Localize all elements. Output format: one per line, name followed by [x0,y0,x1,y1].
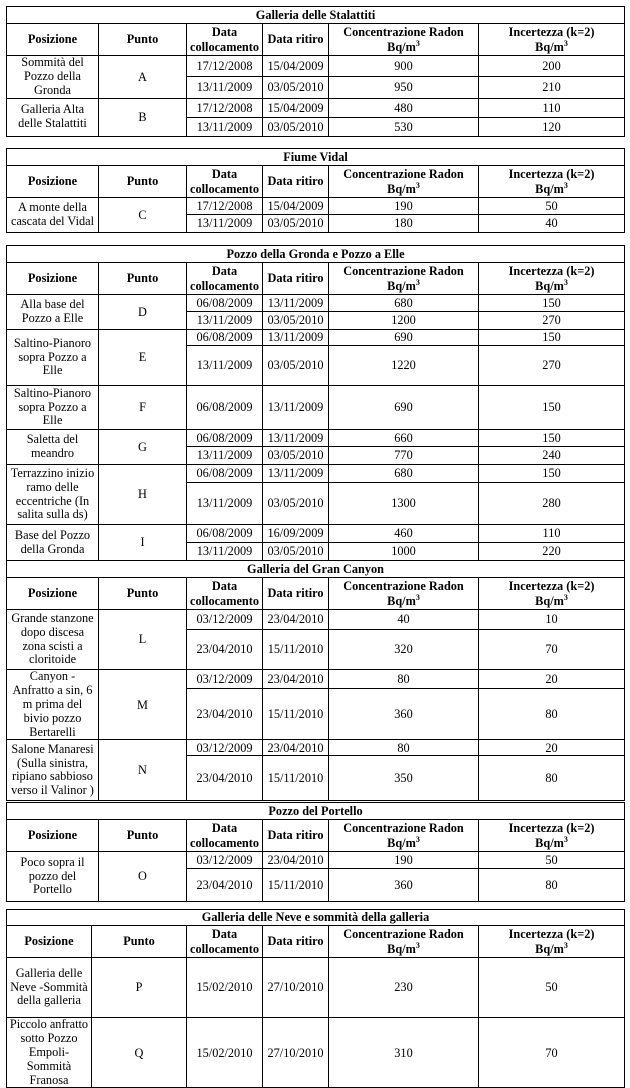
cell-concentrazione: 460 [329,525,479,543]
cell-data-ritiro: 27/10/2010 [263,958,329,1018]
section-title-row [7,803,625,820]
cell-incertezza: 120 [479,117,625,136]
cell-punto: F [99,386,187,430]
cell-concentrazione: 360 [329,689,479,740]
unit-base: Bq/m [387,941,416,956]
header-incertezza [479,263,625,295]
header-incertezza [479,24,625,56]
cell-data-ritiro: 15/11/2010 [263,869,329,902]
header-data-collocamento: Data collocamento [187,166,263,198]
cell-data-ritiro: 15/04/2009 [263,98,329,117]
cell-data-ritiro: 15/11/2010 [263,689,329,740]
unit-exponent: 3 [415,834,420,844]
header-concentrazione-text: Concentrazione Radon [343,264,464,279]
header-data-collocamento: Data collocamento [187,926,263,958]
cell-concentrazione: 320 [329,630,479,670]
section-title: Galleria delle Neve e sommità della galleria [7,910,625,926]
cell-concentrazione: 40 [329,610,479,630]
cell-data-collocamento: 13/11/2009 [187,76,263,98]
section-title: Galleria del Gran Canyon [7,561,625,578]
unit-exponent: 3 [563,38,568,48]
cell-data-ritiro: 23/04/2010 [263,670,329,689]
cell-data-ritiro: 13/11/2009 [263,430,329,447]
cell-incertezza: 50 [479,852,625,869]
cell-incertezza: 270 [479,346,625,386]
cell-posizione: Sommità del Pozzo della Gronda [7,56,99,99]
header-data-collocamento: Data collocamento [187,820,263,852]
cell-punto: A [99,56,187,99]
table-row [7,958,625,1018]
column-header-row [7,263,625,295]
cell-incertezza: 150 [479,430,625,447]
unit-label [535,40,568,54]
cell-incertezza: 80 [479,689,625,740]
header-data-ritiro: Data ritiro [263,820,329,852]
cell-posizione: Poco sopra il pozzo del Portello [7,852,99,902]
table-row [7,740,625,756]
unit-label [387,942,420,956]
cell-incertezza: 70 [479,630,625,670]
table-row [7,198,625,215]
unit-base: Bq/m [535,278,564,293]
cell-punto: I [99,525,187,561]
cell-concentrazione: 680 [329,295,479,312]
cell-incertezza: 220 [479,543,625,561]
cell-posizione: Saletta del meandro [7,430,99,465]
cell-concentrazione: 1220 [329,346,479,386]
cell-data-ritiro: 16/09/2009 [263,525,329,543]
cell-incertezza: 110 [479,98,625,117]
cell-concentrazione: 180 [329,215,479,233]
header-concentrazione [329,166,479,198]
header-incertezza-text: Incertezza (k=2) [508,25,595,40]
cell-incertezza: 150 [479,465,625,483]
cell-data-ritiro: 13/11/2009 [263,295,329,312]
header-concentrazione-text: Concentrazione Radon [343,579,464,594]
unit-label [387,836,420,850]
cell-data-collocamento: 13/11/2009 [187,447,263,465]
cell-data-collocamento: 03/12/2009 [187,740,263,756]
cell-data-collocamento: 23/04/2010 [187,756,263,801]
cell-data-collocamento: 13/11/2009 [187,483,263,525]
column-header-row [7,578,625,610]
cell-data-collocamento: 15/02/2010 [187,958,263,1018]
header-concentrazione [329,820,479,852]
section-title: Fiume Vidal [7,149,625,166]
header-data-ritiro: Data ritiro [263,24,329,56]
cell-incertezza: 50 [479,958,625,1018]
unit-exponent: 3 [415,592,420,602]
cell-data-ritiro: 03/05/2010 [263,117,329,136]
cell-posizione: Alla base del Pozzo a Elle [7,295,99,330]
column-header-row [7,166,625,198]
cell-concentrazione: 350 [329,756,479,801]
unit-exponent: 3 [415,277,420,287]
cell-concentrazione: 680 [329,465,479,483]
cell-data-ritiro: 15/11/2010 [263,630,329,670]
section-title: Galleria delle Stalattiti [7,7,625,24]
cell-data-ritiro: 13/11/2009 [263,330,329,346]
unit-base: Bq/m [387,181,416,196]
header-incertezza-text: Incertezza (k=2) [508,167,595,182]
cell-data-ritiro: 03/05/2010 [263,346,329,386]
cell-incertezza: 40 [479,215,625,233]
section-title-row [7,910,625,926]
cell-posizione: Galleria delle Neve -Sommità della galleria [7,958,92,1018]
cell-concentrazione: 950 [329,76,479,98]
cell-data-collocamento: 06/08/2009 [187,386,263,430]
cell-data-collocamento: 17/12/2008 [187,56,263,77]
cell-data-collocamento: 06/08/2009 [187,295,263,312]
cell-incertezza: 150 [479,330,625,346]
cell-posizione: Piccolo anfratto sotto Pozzo Empoli-Sommità Franosa [7,1018,92,1088]
cell-punto: B [99,98,187,136]
cell-incertezza: 200 [479,56,625,77]
cell-posizione: A monte della cascata del Vidal [7,198,99,233]
unit-base: Bq/m [535,39,564,54]
unit-exponent: 3 [415,940,420,950]
cell-data-ritiro: 13/11/2009 [263,465,329,483]
header-data-collocamento: Data collocamento [187,24,263,56]
unit-label [535,182,568,196]
cell-posizione: Saltino-Pianoro sopra Pozzo a Elle [7,330,99,386]
cell-punto: C [99,198,187,233]
cell-data-ritiro: 23/04/2010 [263,852,329,869]
unit-exponent: 3 [415,180,420,190]
cell-concentrazione: 190 [329,852,479,869]
cell-punto: O [99,852,187,902]
cell-data-collocamento: 15/02/2010 [187,1018,263,1088]
cell-punto: D [99,295,187,330]
section-table [6,148,625,233]
header-concentrazione [329,24,479,56]
unit-base: Bq/m [535,835,564,850]
cell-data-collocamento: 06/08/2009 [187,525,263,543]
header-concentrazione-text: Concentrazione Radon [343,167,464,182]
cell-data-ritiro: 23/04/2010 [263,610,329,630]
cell-concentrazione: 1000 [329,543,479,561]
cell-data-collocamento: 13/11/2009 [187,543,263,561]
cell-incertezza: 20 [479,740,625,756]
header-posizione: Posizione [7,24,99,56]
cell-incertezza: 20 [479,670,625,689]
header-punto: Punto [99,820,187,852]
cell-incertezza: 150 [479,386,625,430]
header-data-collocamento: Data collocamento [187,578,263,610]
cell-data-collocamento: 13/11/2009 [187,215,263,233]
cell-data-ritiro: 13/11/2009 [263,386,329,430]
section-title: Pozzo della Gronda e Pozzo a Elle [7,246,625,263]
section-title-row [7,7,625,24]
table-row [7,852,625,869]
unit-exponent: 3 [415,38,420,48]
section-title-row [7,246,625,263]
table-row [7,330,625,346]
unit-label [535,594,568,608]
header-incertezza [479,166,625,198]
cell-data-ritiro: 03/05/2010 [263,483,329,525]
unit-base: Bq/m [387,835,416,850]
header-incertezza [479,578,625,610]
column-header-row [7,926,625,958]
header-data-ritiro: Data ritiro [263,578,329,610]
unit-label [387,279,420,293]
cell-data-collocamento: 17/12/2008 [187,98,263,117]
unit-exponent: 3 [563,834,568,844]
table-row [7,295,625,312]
table-row [7,670,625,689]
cell-posizione: Terrazzino inizio ramo delle eccentriche (In salita sulla ds) [7,465,99,525]
header-incertezza-text: Incertezza (k=2) [508,264,595,279]
column-header-row [7,820,625,852]
cell-data-ritiro: 03/05/2010 [263,447,329,465]
cell-data-ritiro: 15/04/2009 [263,56,329,77]
cell-incertezza: 150 [479,295,625,312]
header-concentrazione [329,926,479,958]
section-table [6,802,625,902]
unit-base: Bq/m [535,181,564,196]
unit-label [535,942,568,956]
cell-concentrazione: 770 [329,447,479,465]
cell-posizione: Galleria Alta delle Stalattiti [7,98,99,136]
cell-concentrazione: 1300 [329,483,479,525]
cell-posizione: Base del Pozzo della Gronda [7,525,99,561]
cell-data-collocamento: 23/04/2010 [187,630,263,670]
cell-incertezza: 270 [479,312,625,330]
cell-incertezza: 110 [479,525,625,543]
header-punto: Punto [99,263,187,295]
table-row [7,56,625,77]
cell-concentrazione: 230 [329,958,479,1018]
section-table [6,909,625,1088]
cell-incertezza: 280 [479,483,625,525]
unit-label [535,279,568,293]
cell-incertezza: 210 [479,76,625,98]
cell-posizione: Canyon - Anfratto a sin, 6 m prima del bivio pozzo Bertarelli [7,670,99,740]
unit-label [387,182,420,196]
header-incertezza [479,926,625,958]
cell-concentrazione: 900 [329,56,479,77]
unit-exponent: 3 [563,940,568,950]
table-row [7,386,625,430]
header-concentrazione [329,263,479,295]
cell-data-ritiro: 15/04/2009 [263,198,329,215]
cell-punto: N [99,740,187,801]
cell-concentrazione: 530 [329,117,479,136]
table-row [7,525,625,543]
cell-punto: M [99,670,187,740]
section-title-row [7,561,625,578]
unit-exponent: 3 [563,180,568,190]
header-posizione: Posizione [7,263,99,295]
cell-incertezza: 240 [479,447,625,465]
cell-data-collocamento: 17/12/2008 [187,198,263,215]
table-row [7,98,625,117]
cell-concentrazione: 660 [329,430,479,447]
unit-label [535,836,568,850]
header-concentrazione [329,578,479,610]
header-data-ritiro: Data ritiro [263,166,329,198]
cell-concentrazione: 80 [329,670,479,689]
cell-incertezza: 80 [479,756,625,801]
unit-exponent: 3 [563,277,568,287]
cell-data-ritiro: 23/04/2010 [263,740,329,756]
section-title: Pozzo del Portello [7,803,625,820]
section-title-row [7,149,625,166]
column-header-row [7,24,625,56]
cell-data-collocamento: 03/12/2009 [187,610,263,630]
table-row [7,1018,625,1088]
cell-data-ritiro: 03/05/2010 [263,312,329,330]
header-incertezza [479,820,625,852]
cell-punto: Q [92,1018,187,1088]
unit-exponent: 3 [563,592,568,602]
header-posizione: Posizione [7,926,92,958]
cell-data-ritiro: 03/05/2010 [263,76,329,98]
cell-data-collocamento: 23/04/2010 [187,689,263,740]
header-data-ritiro: Data ritiro [263,926,329,958]
table-row [7,465,625,483]
cell-incertezza: 10 [479,610,625,630]
cell-incertezza: 80 [479,869,625,902]
cell-punto: L [99,610,187,670]
header-incertezza-text: Incertezza (k=2) [508,927,595,942]
header-punto: Punto [99,166,187,198]
header-punto: Punto [99,24,187,56]
unit-base: Bq/m [535,593,564,608]
unit-base: Bq/m [535,941,564,956]
header-concentrazione-text: Concentrazione Radon [343,821,464,836]
header-incertezza-text: Incertezza (k=2) [508,821,595,836]
cell-concentrazione: 80 [329,740,479,756]
section-table [6,6,625,137]
cell-data-collocamento: 13/11/2009 [187,117,263,136]
section-table [6,560,625,801]
cell-data-collocamento: 13/11/2009 [187,312,263,330]
cell-concentrazione: 360 [329,869,479,902]
table-row [7,610,625,630]
cell-data-collocamento: 13/11/2009 [187,346,263,386]
cell-data-ritiro: 15/11/2010 [263,756,329,801]
cell-posizione: Grande stanzone dopo discesa zona scisti a cloritoide [7,610,99,670]
cell-data-collocamento: 23/04/2010 [187,869,263,902]
unit-label [387,40,420,54]
cell-incertezza: 70 [479,1018,625,1088]
header-punto: Punto [99,578,187,610]
header-incertezza-text: Incertezza (k=2) [508,579,595,594]
header-concentrazione-text: Concentrazione Radon [343,25,464,40]
cell-data-collocamento: 03/12/2009 [187,670,263,689]
cell-data-ritiro: 03/05/2010 [263,215,329,233]
header-posizione: Posizione [7,166,99,198]
table-row [7,430,625,447]
cell-concentrazione: 190 [329,198,479,215]
cell-concentrazione: 690 [329,330,479,346]
cell-posizione: Saltino-Pianoro sopra Pozzo a Elle [7,386,99,430]
cell-data-ritiro: 27/10/2010 [263,1018,329,1088]
cell-punto: H [99,465,187,525]
cell-punto: G [99,430,187,465]
unit-label [387,594,420,608]
cell-punto: E [99,330,187,386]
cell-posizione: Salone Manaresi (Sulla sinistra, ripiano sabbioso verso il Valinor ) [7,740,99,801]
cell-data-collocamento: 06/08/2009 [187,330,263,346]
unit-base: Bq/m [387,593,416,608]
cell-concentrazione: 1200 [329,312,479,330]
section-table [6,245,625,561]
unit-base: Bq/m [387,278,416,293]
cell-concentrazione: 480 [329,98,479,117]
cell-incertezza: 50 [479,198,625,215]
header-data-collocamento: Data collocamento [187,263,263,295]
cell-data-collocamento: 03/12/2009 [187,852,263,869]
header-data-ritiro: Data ritiro [263,263,329,295]
header-concentrazione-text: Concentrazione Radon [343,927,464,942]
unit-base: Bq/m [387,39,416,54]
cell-punto: P [92,958,187,1018]
cell-data-ritiro: 03/05/2010 [263,543,329,561]
cell-data-collocamento: 06/08/2009 [187,430,263,447]
cell-concentrazione: 690 [329,386,479,430]
cell-concentrazione: 310 [329,1018,479,1088]
header-posizione: Posizione [7,578,99,610]
cell-data-collocamento: 06/08/2009 [187,465,263,483]
header-posizione: Posizione [7,820,99,852]
header-punto: Punto [92,926,187,958]
